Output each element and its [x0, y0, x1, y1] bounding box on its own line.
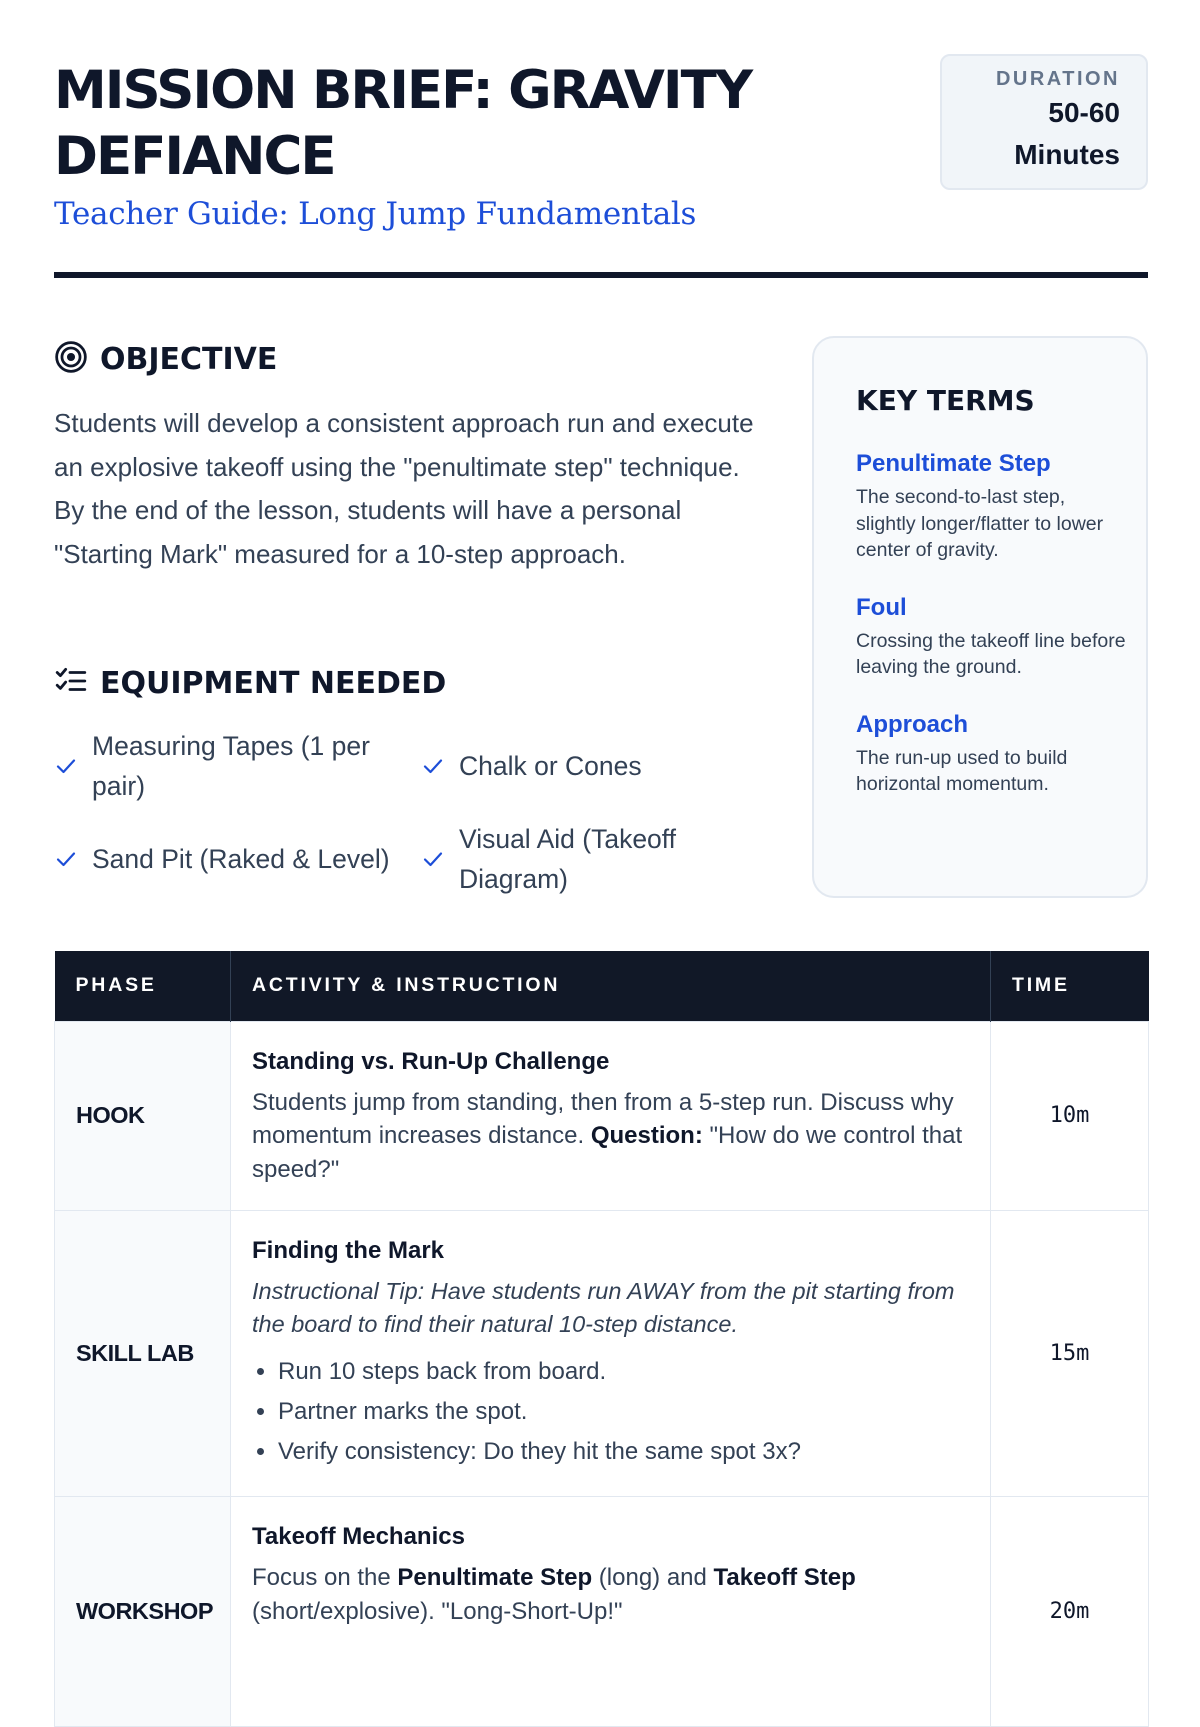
list-item: • Partner marks the spot.: [278, 1392, 970, 1432]
activity-steps: [252, 1352, 970, 1472]
equipment-item-label: Chalk or Cones: [459, 751, 642, 781]
column-header-phase: PHASE: [55, 951, 231, 1021]
activity-title: Takeoff Mechanics: [252, 1523, 465, 1550]
activity-title: Standing vs. Run-Up Challenge: [252, 1047, 610, 1075]
duration-label: DURATION: [995, 68, 1120, 90]
key-term-name: Penultimate Step: [856, 450, 1051, 477]
instructional-tip: Instructional Tip: Have students run AWAY from the pit starting from the board to find their natural 10-step distance.: [252, 1278, 955, 1337]
key-term-definition: The second-to-last step, slightly longer/flatter to lower center of gravity.: [856, 486, 1104, 561]
activity-cell: [231, 1211, 991, 1497]
header: [54, 58, 1148, 232]
column-header-time: TIME: [991, 951, 1149, 1021]
equipment-item: [421, 819, 721, 899]
table-row: [55, 1021, 1149, 1211]
column-header-activity: ACTIVITY & INSTRUCTION: [231, 951, 991, 1021]
key-term-name: Approach: [856, 710, 969, 738]
equipment-item: [54, 839, 414, 879]
check-icon: [421, 847, 445, 871]
key-term-definition: The run-up used to build horizontal momentum.: [856, 746, 1068, 795]
duration-value-unit: Minutes: [1014, 139, 1120, 170]
equipment-item: [54, 726, 384, 806]
page-title: MISSION BRIEF: GRAVITY DEFIANCE: [54, 60, 752, 187]
key-term-definition: Crossing the takeoff line before leaving the ground.: [856, 629, 1126, 678]
objective-text: Students will develop a consistent approach run and execute an explosive takeoff using the "penultimate step" technique. By the end of the lesson, students will have a personal "Starting Mark" measured for a 10-step approach.: [54, 408, 754, 569]
key-term: [856, 450, 1146, 564]
activity-cell: [231, 1021, 991, 1211]
check-icon: [54, 847, 78, 871]
target-icon: [54, 340, 88, 379]
table-row: [55, 1211, 1149, 1497]
phase-cell: SKILL LAB: [55, 1211, 231, 1497]
activity-title: Finding the Mark: [252, 1237, 444, 1264]
equipment-heading: [54, 664, 446, 703]
key-terms-card: [812, 336, 1148, 898]
checklist-icon: [54, 664, 88, 703]
equipment-item-label: Sand Pit (Raked & Level): [92, 844, 390, 874]
phase-cell: HOOK: [55, 1021, 231, 1211]
activity-description: Students jump from standing, then from a 5-step run. Discuss why momentum increases distance. Question: "How do we control that speed?": [252, 1088, 963, 1183]
duration-value-range: 50-60: [1048, 97, 1120, 128]
equipment-item-label: Visual Aid (Takeoff Diagram): [459, 824, 677, 894]
equipment-item-label: Measuring Tapes (1 per pair): [92, 731, 370, 801]
objective-heading: [54, 340, 277, 379]
objective-title: OBJECTIVE: [100, 342, 278, 377]
list-item: • Run 10 steps back from board.: [278, 1352, 970, 1392]
activity-description: Focus on the Penultimate Step (long) and Takeoff Step (short/explosive). "Long-Short-Up!": [252, 1564, 856, 1625]
phase-cell: WORKSHOP: [55, 1497, 231, 1727]
equipment-item: [421, 746, 751, 786]
check-icon: [421, 754, 445, 778]
time-cell: 20m: [991, 1497, 1149, 1727]
time-cell: 15m: [991, 1211, 1149, 1497]
duration-box: [940, 54, 1148, 190]
lesson-plan-table: [54, 951, 1149, 1727]
key-term-name: Foul: [856, 593, 907, 621]
page-subtitle: Teacher Guide: Long Jump Fundamentals: [54, 196, 697, 232]
check-icon: [54, 754, 78, 778]
key-terms-title: KEY TERMS: [856, 384, 1035, 417]
key-term: [856, 711, 1146, 798]
activity-cell: [231, 1497, 991, 1727]
key-term: [856, 594, 1146, 681]
time-cell: 10m: [991, 1021, 1149, 1211]
list-item: • Verify consistency: Do they hit the same spot 3x?: [278, 1432, 970, 1472]
table-header-row: [55, 951, 1149, 1021]
table-row: [55, 1497, 1149, 1727]
header-divider: [54, 272, 1148, 278]
equipment-title: EQUIPMENT NEEDED: [100, 666, 447, 701]
